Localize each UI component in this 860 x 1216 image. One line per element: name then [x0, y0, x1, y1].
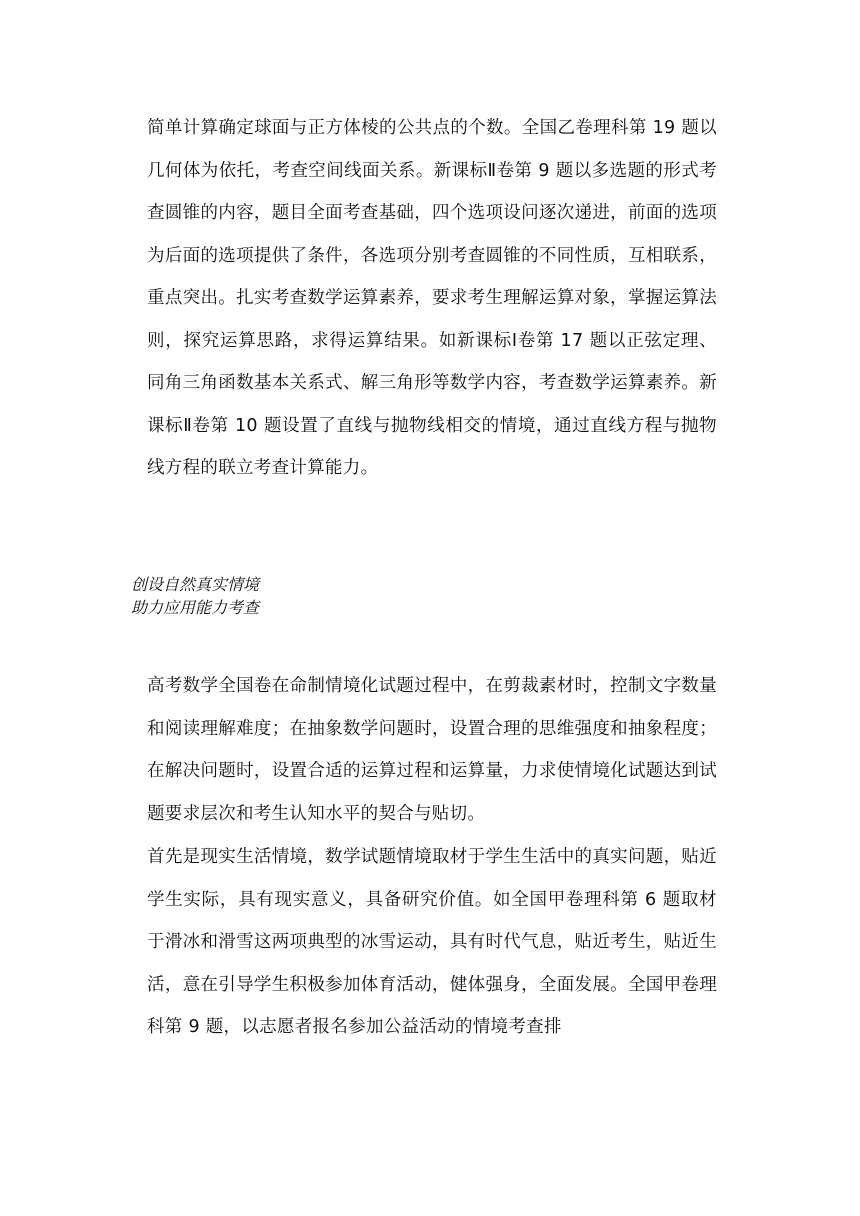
body-paragraph-1: 简单计算确定球面与正方体棱的公共点的个数。全国乙卷理科第 19 题以几何体为依托，考查空间线面关系。新课标Ⅱ卷第 9 题以多选题的形式考查圆锥的内容，题目全面考查基础，四个选项设问逐次递进，前面的选项为后面的选项提供了条件，各选项分别考查圆锥的不同性质，互相联系，重点突出。扎实考查数学运算素养，要求考生理解运算对象，掌握运算法则，探究运算思路，求得运算结果。如新课标Ⅰ卷第 17 题以正弦定理、同角三角函数基本关系式、解三角形等数学内容，考查数学运算素养。新课标Ⅱ卷第 10 题设置了直线与抛物线相交的情境，通过直线方程与抛物线方程的联立考查计算能力。 — [147, 118, 717, 478]
section-heading-line-1: 创设自然真实情境 — [131, 575, 260, 594]
body-paragraph-2: 高考数学全国卷在命制情境化试题过程中，在剪裁素材时，控制文字数量和阅读理解难度；在抽象数学问题时，设置合理的思维强度和抽象程度；在解决问题时，设置合适的运算过程和运算量，力求使情境化试题达到试题要求层次和考生认知水平的契合与贴切。 — [147, 676, 717, 824]
section-heading — [131, 573, 259, 619]
body-paragraph-3: 首先是现实生活情境，数学试题情境取材于学生生活中的真实问题，贴近学生实际，具有现实意义，具备研究价值。如全国甲卷理科第 6 题取材于滑冰和滑雪这两项典型的冰雪运动，具有时代气息，贴近考生，贴近生活，意在引导学生积极参加体育活动，健体强身，全面发展。全国甲卷理科第 9 题，以志愿者报名参加公益活动的情境考查排 — [147, 847, 717, 1037]
section-heading-line-2: 助力应用能力考查 — [131, 598, 260, 617]
